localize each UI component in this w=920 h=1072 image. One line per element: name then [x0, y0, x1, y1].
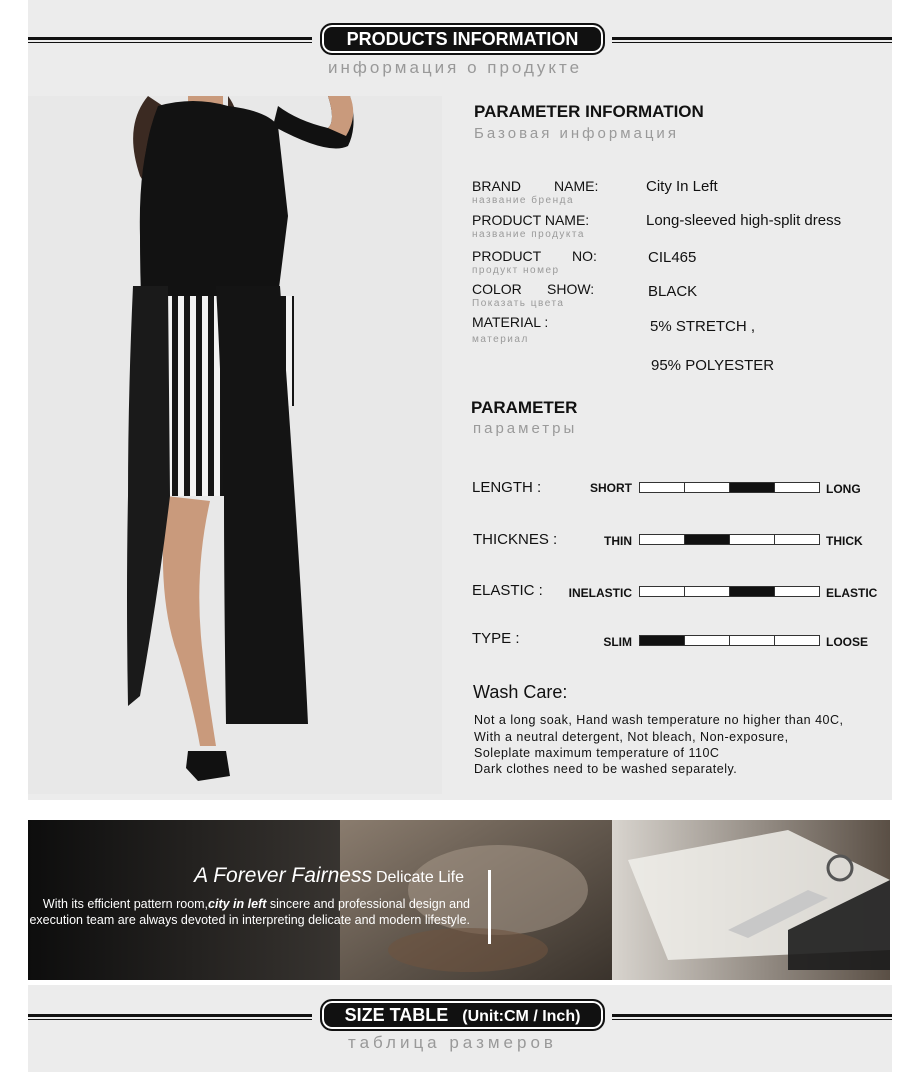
spec-label-product-name: PRODUCT NAME:	[472, 212, 590, 228]
scale-segment	[730, 535, 775, 544]
scale-segment	[730, 483, 775, 492]
size-table-subtitle: таблица размеров	[348, 1033, 557, 1052]
banner-text-after: sincere and professional design and execution team are always devoted in interpreting delicate and modern lifestyle.	[29, 897, 470, 927]
brand-banner	[28, 820, 890, 980]
size-rule-left	[28, 1014, 312, 1020]
spec-ru-color: Показать цвета	[472, 298, 565, 309]
spec-ru-material: материал	[472, 334, 529, 345]
scale-segment	[730, 636, 775, 645]
spec-ru-product-no: продукт номер	[472, 265, 560, 276]
type-scale-bar	[639, 635, 820, 646]
spec-ru-product-name: название продукта	[472, 229, 585, 240]
wash-care-title: Wash Care:	[473, 682, 568, 702]
banner-text-highlight: city in left	[208, 897, 267, 911]
scale-segment	[775, 535, 819, 544]
elastic-scale-bar	[639, 586, 820, 597]
banner-title-main: A Forever Fairness	[194, 864, 372, 887]
parameter-title: PARAMETER	[471, 398, 578, 417]
scale-left-type: SLIM	[603, 635, 632, 649]
length-scale-bar	[639, 482, 820, 493]
scale-segment	[685, 636, 730, 645]
scale-left-elastic: INELASTIC	[568, 586, 632, 600]
banner-text	[28, 896, 470, 928]
scale-segment	[775, 587, 819, 596]
size-table-badge	[320, 999, 605, 1031]
header-rule-left	[28, 37, 312, 43]
model-photo	[28, 96, 442, 794]
spec-label-product-no: PRODUCT NO:	[472, 248, 597, 264]
thickness-scale-bar	[639, 534, 820, 545]
banner-title-sub: Delicate Life	[375, 869, 464, 886]
scale-right-thickness: THICK	[826, 534, 863, 548]
wash-care-line: Dark clothes need to be washed separately.	[474, 762, 738, 776]
scale-left-thickness: THIN	[604, 534, 632, 548]
scale-name-thickness: THICKNES :	[473, 531, 558, 548]
spec-value-product-name: Long-sleeved high-split dress	[646, 212, 842, 229]
header-rule-right	[612, 37, 892, 43]
parameter-subtitle: параметры	[473, 420, 578, 437]
size-table-unit: (Unit:CM / Inch)	[462, 1008, 581, 1025]
wash-care-line: With a neutral detergent, Not bleach, Non-exposure,	[474, 730, 789, 744]
scale-segment	[775, 483, 819, 492]
spec-value-product-no: CIL465	[648, 249, 697, 266]
spec-ru-brand: название бренда	[472, 195, 575, 206]
parameter-information-subtitle: Базовая информация	[474, 125, 679, 142]
banner-divider	[488, 870, 491, 944]
spec-value-color: BLACK	[648, 283, 698, 300]
products-information-title: PRODUCTS INFORMATION	[346, 29, 579, 49]
spec-label-color: COLOR SHOW:	[472, 281, 595, 297]
scale-segment	[640, 636, 685, 645]
scale-right-type: LOOSE	[826, 635, 869, 649]
products-information-subtitle: информация о продукте	[328, 58, 583, 77]
scale-segment	[775, 636, 819, 645]
scale-left-length: SHORT	[590, 481, 632, 495]
scale-name-length: LENGTH :	[472, 479, 542, 496]
scale-name-type: TYPE :	[472, 630, 520, 647]
scale-segment	[730, 587, 775, 596]
model-illustration	[28, 96, 442, 794]
scale-segment	[685, 483, 730, 492]
parameter-information-title: PARAMETER INFORMATION	[474, 102, 704, 121]
spec-label-material: MATERIAL :	[472, 314, 549, 330]
scale-segment	[685, 535, 730, 544]
spec-value-material: 5% STRETCH ,	[650, 318, 756, 335]
scale-segment	[640, 535, 685, 544]
spec-value-brand: City In Left	[646, 178, 718, 195]
size-table-title: SIZE TABLE	[344, 1005, 449, 1025]
scale-name-elastic: ELASTIC :	[472, 582, 543, 599]
size-rule-right	[612, 1014, 892, 1020]
wash-care-line: Not a long soak, Hand wash temperature no higher than 40C,	[474, 713, 844, 727]
wash-care-line: Soleplate maximum temperature of 110C	[474, 746, 720, 760]
spec-value-material-extra: 95% POLYESTER	[651, 357, 775, 374]
scale-segment	[640, 483, 685, 492]
products-information-badge	[320, 23, 605, 55]
scale-segment	[685, 587, 730, 596]
scale-right-length: LONG	[826, 482, 861, 496]
scale-segment	[640, 587, 685, 596]
spec-label-brand: BRAND NAME:	[472, 178, 599, 194]
banner-title	[194, 864, 464, 888]
scale-right-elastic: ELASTIC	[826, 586, 878, 600]
banner-text-before: With its efficient pattern room,	[42, 897, 209, 911]
